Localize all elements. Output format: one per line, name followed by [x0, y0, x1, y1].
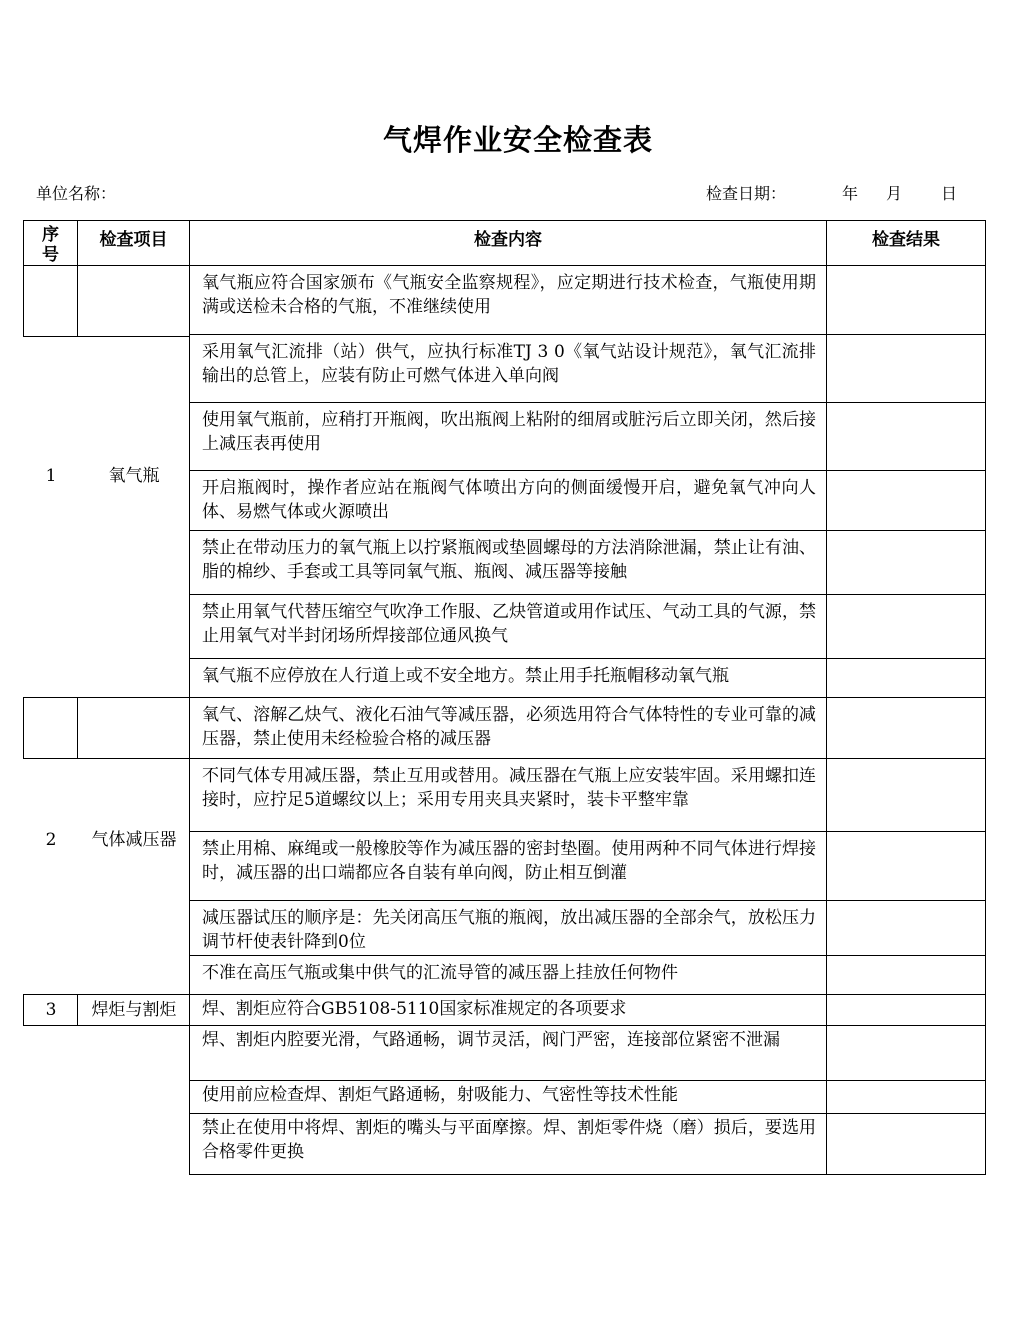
group-2-item: 气体减压器	[91, 830, 177, 850]
header-result: 检查结果	[826, 220, 986, 266]
check-result-2-1[interactable]	[826, 697, 986, 759]
check-result-1-3[interactable]	[826, 402, 986, 471]
check-content-2-3: 禁止用棉、麻绳或一般橡胶等作为减压器的密封垫圈。使用两种不同气体进行焊接时，减压器的出口端都应各自装有单向阀，防止相互倒灌	[189, 831, 827, 901]
group-3-item: 焊炬与割炬	[91, 1000, 177, 1020]
check-result-3-1[interactable]	[826, 994, 986, 1026]
day-label: 日	[941, 184, 958, 203]
group-2-seq: 2	[45, 830, 57, 850]
month-label: 月	[886, 184, 903, 203]
check-result-1-2[interactable]	[826, 334, 986, 403]
header-seq: 序 号	[23, 220, 78, 266]
check-result-2-2[interactable]	[826, 758, 986, 832]
check-content-3-2: 焊、割炬内腔要光滑，气路通畅，调节灵活，阀门严密，连接部位紧密不泄漏	[189, 1025, 827, 1081]
check-result-3-3[interactable]	[826, 1080, 986, 1114]
check-result-1-1[interactable]	[826, 265, 986, 335]
check-content-3-1: 焊、割炬应符合GB5108-5110国家标准规定的各项要求	[189, 994, 827, 1026]
check-content-1-3: 使用氧气瓶前，应稍打开瓶阀，吹出瓶阀上粘附的细屑或脏污后立即关闭，然后接上减压表再使用	[189, 402, 827, 471]
check-content-2-5: 不准在高压气瓶或集中供气的汇流导管的减压器上挂放任何物件	[189, 955, 827, 995]
check-content-2-4: 减压器试压的顺序是：先关闭高压气瓶的瓶阀，放出减压器的全部余气，放松压力调节杆使表针降到0位	[189, 900, 827, 956]
check-content-3-3: 使用前应检查焊、割炬气路通畅，射吸能力、气密性等技术性能	[189, 1080, 827, 1114]
group-3-seq: 3	[45, 1000, 57, 1020]
check-content-2-1: 氧气、溶解乙炔气、液化石油气等减压器，必须选用符合气体特性的专业可靠的减压器，禁止使用未经检验合格的减压器	[189, 697, 827, 759]
check-content-1-6: 禁止用氧气代替压缩空气吹净工作服、乙炔管道或用作试压、气动工具的气源，禁止用氧气对半封闭场所焊接部位通风换气	[189, 594, 827, 659]
check-result-1-5[interactable]	[826, 530, 986, 595]
group-1-seq: 1	[45, 466, 57, 486]
header-content: 检查内容	[189, 220, 827, 266]
check-result-1-7[interactable]	[826, 658, 986, 698]
check-content-2-2: 不同气体专用减压器，禁止互用或替用。减压器在气瓶上应安装牢固。采用螺扣连接时，应拧足5道螺纹以上；采用专用夹具夹紧时，装卡平整牢靠	[189, 758, 827, 832]
unit-name-label: 单位名称：	[36, 184, 117, 203]
year-label: 年	[842, 184, 859, 203]
item-subcell	[77, 697, 190, 759]
seq-subcell	[23, 697, 78, 759]
check-date-label: 检查日期：	[706, 184, 787, 203]
check-result-3-4[interactable]	[826, 1113, 986, 1175]
check-result-1-6[interactable]	[826, 594, 986, 659]
inspection-table	[24, 221, 984, 1181]
check-result-2-3[interactable]	[826, 831, 986, 901]
group-1-item: 氧气瓶	[108, 466, 160, 486]
check-content-1-7: 氧气瓶不应停放在人行道上或不安全地方。禁止用手托瓶帽移动氧气瓶	[189, 658, 827, 698]
header-item: 检查项目	[77, 220, 190, 266]
check-result-1-4[interactable]	[826, 470, 986, 531]
check-result-2-4[interactable]	[826, 900, 986, 956]
check-result-2-5[interactable]	[826, 955, 986, 995]
check-result-3-2[interactable]	[826, 1025, 986, 1081]
seq-subcell	[23, 265, 78, 337]
check-content-3-4: 禁止在使用中将焊、割炬的嘴头与平面摩擦。焊、割炬零件烧（磨）损后，要选用合格零件更换	[189, 1113, 827, 1175]
item-subcell	[77, 265, 190, 337]
check-content-1-1: 氧气瓶应符合国家颁布《气瓶安全监察规程》，应定期进行技术检查，气瓶使用期满或送检未合格的气瓶，不准继续使用	[189, 265, 827, 335]
page-title: 气焊作业安全检查表	[382, 123, 653, 157]
check-content-1-5: 禁止在带动压力的氧气瓶上以拧紧瓶阀或垫圆螺母的方法消除泄漏，禁止让有油、脂的棉纱、手套或工具等同氧气瓶、瓶阀、减压器等接触	[189, 530, 827, 595]
check-content-1-2: 采用氧气汇流排（站）供气，应执行标准TJ 3 0《氧气站设计规范》，氧气汇流排输出的总管上，应装有防止可燃气体进入单向阀	[189, 334, 827, 403]
check-content-1-4: 开启瓶阀时，操作者应站在瓶阀气体喷出方向的侧面缓慢开启，避免氧气冲向人体、易燃气体或火源喷出	[189, 470, 827, 531]
